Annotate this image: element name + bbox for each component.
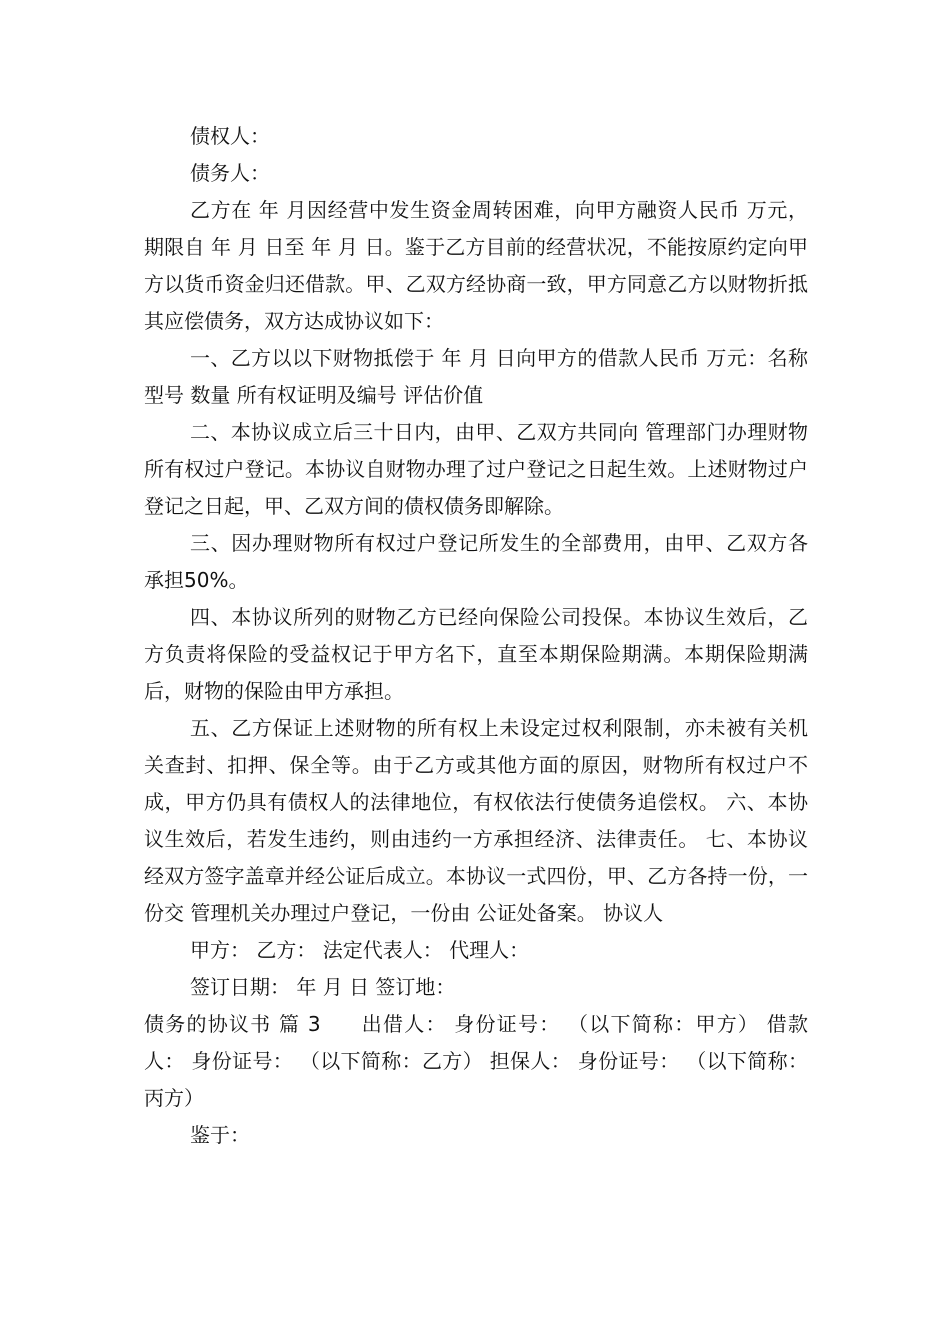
document-body <box>144 118 808 1154</box>
signing-date-line: 签订日期： 年 月 日 签订地： <box>190 975 456 999</box>
clause-two: 二、本协议成立后三十日内，由甲、乙双方共同向 管理部门办理财物所有权过户登记。本协议自财物办理了过户登记之日起生效。上述财物过户登记之日起，甲、乙双方间的债权债务即解除。 <box>144 420 808 518</box>
section-parties-text: 出借人： 身份证号： （以下简称：甲方） 借款人： 身份证号： （以下简称：乙方） 担保人： 身份证号： （以下简称：丙方） <box>144 1012 808 1110</box>
signatories-line: 甲方： 乙方： 法定代表人： 代理人： <box>190 938 530 962</box>
section-three-paragraph <box>144 1006 808 1117</box>
clause-four: 四、本协议所列的财物乙方已经向保险公司投保。本协议生效后，乙方负责将保险的受益权记于甲方名下，直至本期保险期满。本期保险期满后，财物的保险由甲方承担。 <box>144 605 808 703</box>
whereas-line: 鉴于： <box>190 1123 250 1147</box>
creditor-line: 债权人： <box>190 124 270 148</box>
clause-three: 三、因办理财物所有权过户登记所发生的全部费用，由甲、乙双方各承担50%。 <box>144 531 808 592</box>
debtor-line: 债务人： <box>190 161 270 185</box>
clause-five-to-seven: 五、乙方保证上述财物的所有权上未设定过权利限制，亦未被有关机关查封、扣押、保全等。由于乙方或其他方面的原因，财物所有权过户不成，甲方仍具有债权人的法律地位，有权依法行使债务追偿权。 六、本协议生效后，若发生违约，则由违约一方承担经济、法律责任。 七、本协议经双方签字盖章并经公证后成立。本协议一式四份，甲、乙方各持一份，一份交 管理机关办理过户登记，一份由 公证处备案。 协议人 <box>144 716 808 925</box>
background-paragraph: 乙方在 年 月因经营中发生资金周转困难，向甲方融资人民币 万元，期限自 年 月 日至 年 月 日。鉴于乙方目前的经营状况，不能按原约定向甲方以货币资金归还借款。甲、乙双方经协商一致，甲方同意乙方以财物折抵其应偿债务，双方达成协议如下： <box>144 198 808 333</box>
clause-one: 一、乙方以以下财物抵偿于 年 月 日向甲方的借款人民币 万元：名称 型号 数量 所有权证明及编号 评估价值 <box>144 346 808 407</box>
section-heading: 债务的协议书 篇 3 <box>144 1012 321 1036</box>
